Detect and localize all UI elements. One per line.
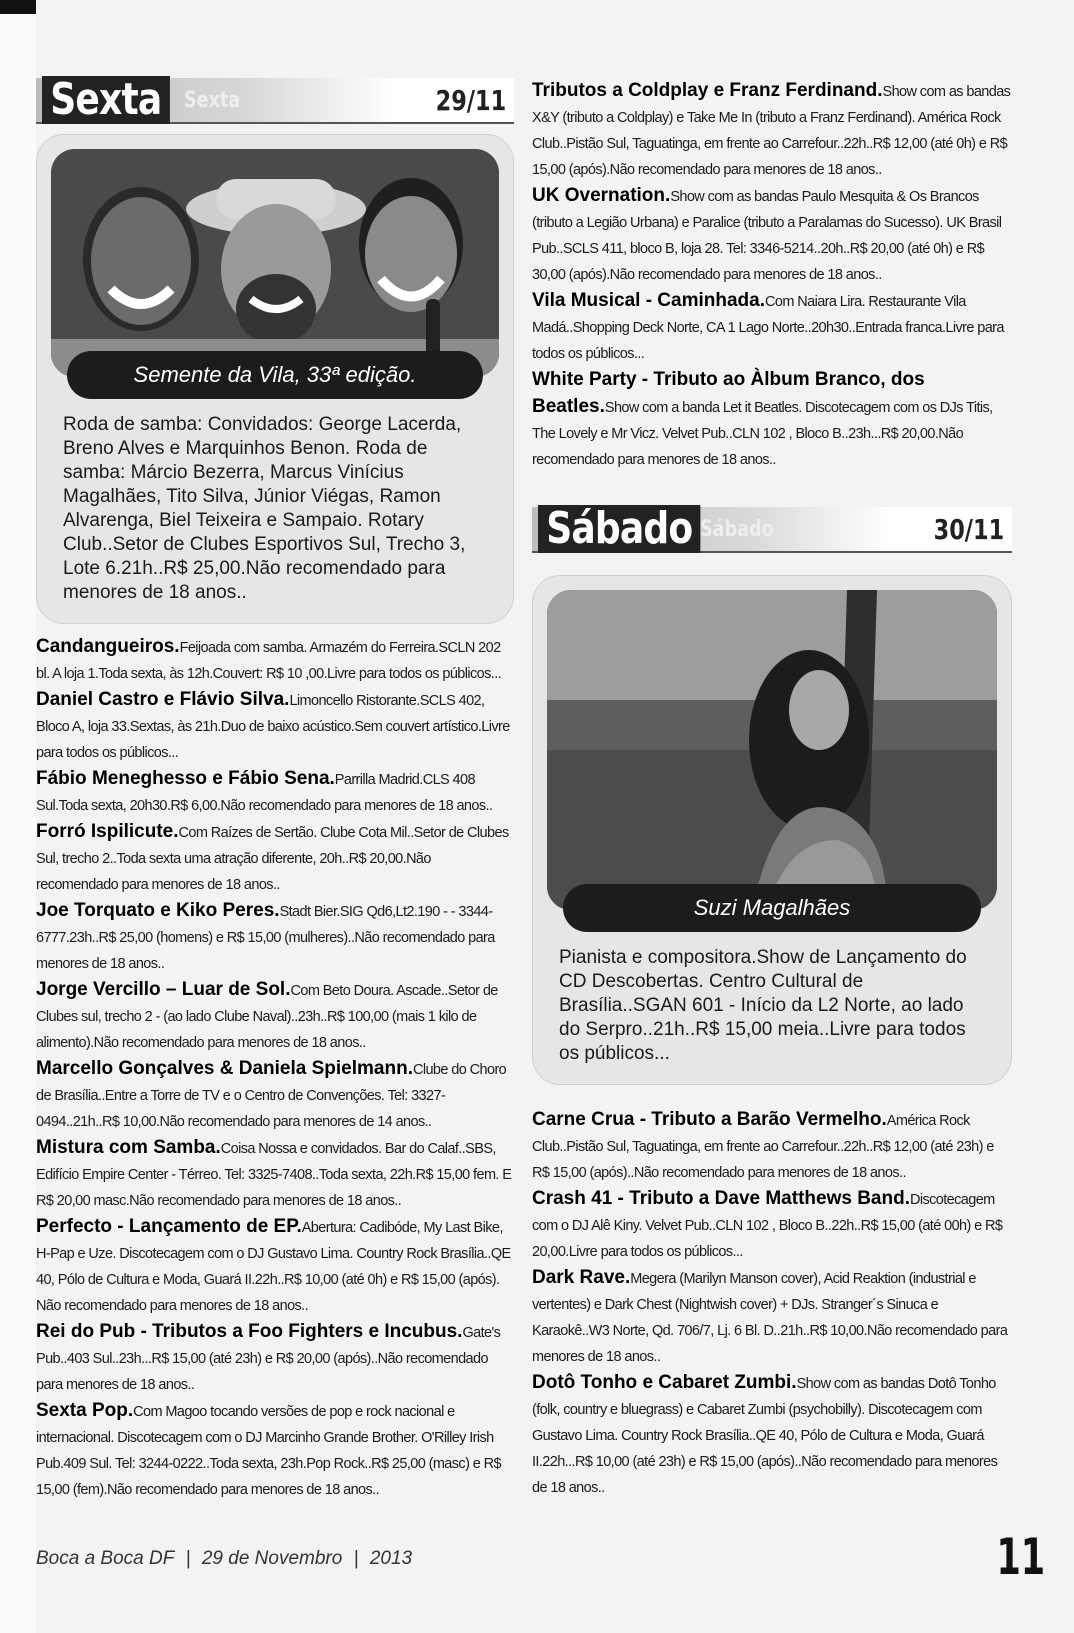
- scan-mark: [0, 0, 36, 14]
- list-item: Perfecto - Lançamento de EP.Abertura: Cadibóde, My Last Bike, H-Pap e Uze. Discotecagem com o DJ Gustavo Lima. Country Rock Brasília..QE 40, Pólo de Cultura e Moda, Guará II.22h..R$ 10,00 (até 0h) e R$ 15,00 (após). Não recomendado para menores de 18 anos..: [36, 1216, 511, 1314]
- list-item: Crash 41 - Tributo a Dave Matthews Band.Discotecagem com o DJ Alê Kiny. Velvet Pub..CLN 102 , Bloco B..22h..R$ 15,00 (até 00h) e R$ 20,00.Livre para todos os públicos...: [532, 1188, 1003, 1260]
- feature-photo: [547, 590, 997, 910]
- day-subtitle: Sexta: [184, 88, 241, 113]
- issue-date: 29 de Novembro: [201, 1548, 343, 1569]
- list-item: UK Overnation.Show com as bandas Paulo Mesquita & Os Brancos (tributo a Legião Urbana) e Paralice (tributo a Paralamas do Sucesso). UK Brasil Pub..SCLS 411, bloco B, loja 28. Tel: 3346-5214..20h..R$ 20,00 (até 0h) e R$ 30,00 (após).Não recomendado para menores de 18 anos..: [532, 185, 1002, 283]
- list-item: Jorge Vercillo – Luar de Sol.Com Beto Doura. Ascade..Setor de Clubes sul, trecho 2 - (ao lado Clube Naval)..23h..R$ 100,00 (mais 1 kilo de alimento).Não recomendado para menores de 18 anos..: [36, 979, 498, 1051]
- page-number: 11: [996, 1528, 1046, 1586]
- list-item: Tributos a Coldplay e Franz Ferdinand.Show com as bandas X&Y (tributo a Coldplay) e Take Me In (tributo a Franz Ferdinand). América Rock Club..Pistão Sul, Taguatinga, em frente ao Carrefour..22h..R$ 12,00 (até 0h) e R$ 15,00 (após).Não recomendado para menores de 18 anos..: [532, 80, 1011, 178]
- day-title: Sexta: [42, 76, 170, 124]
- day-subtitle: Sábado: [700, 517, 774, 542]
- list-item: Fábio Meneghesso e Fábio Sena.Parrilla Madrid.CLS 408 Sul.Toda sexta, 20h30.R$ 6,00.Não recomendado para menores de 18 anos..: [36, 768, 493, 814]
- footer-separator: |: [185, 1548, 191, 1569]
- list-item: White Party - Tributo ao Àlbum Branco, dos Beatles.Show com a banda Let it Beatles. Discotecagem com os DJs Titis, The Lovely e Mr Vicz. Velvet Pub..CLN 102 , Bloco B..23h...R$ 20,00.Não recomendado para menores de 18 anos..: [532, 369, 993, 468]
- list-item: Sexta Pop.Com Magoo tocando versões de pop e rock nacional e internacional. Discotecagem com o DJ Marcinho Grande Brother. O'Rilley Irish Pub.409 Sul. Tel: 3244-0222..Toda sexta, 23h.Pop Rock..R$ 25,00 (masc) e R$ 15,00 (fem).Não recomendado para menores de 18 anos..: [36, 1400, 501, 1498]
- list-item: Joe Torquato e Kiko Peres.Stadt Bier.SIG Qd6,Lt2.190 - - 3344-6777.23h..R$ 25,00 (homens) e R$ 15,00 (mulheres)..Não recomendado para menores de 18 anos..: [36, 900, 495, 972]
- feature-text: Roda de samba: Convidados: George Lacerda, Breno Alves e Marquinhos Benon. Roda de samba: Márcio Bezerra, Marcus Vinícius Magalhães, Tito Silva, Júnior Viégas, Ramon Alvarenga, Biel Teixeira e Sampaio. Rotary Club..Setor de Clubes Esportivos Sul, Trecho 3, Lote 6.21h..R$ 25,00.Não recomendado para menores de 18 anos..: [63, 414, 466, 603]
- feature-text: Pianista e compositora.Show de Lançamento do CD Descobertas. Centro Cultural de Brasília..SGAN 601 - Início da L2 Norte, ao lado do Serpro..21h..R$ 15,00 meia..Livre para todos os públicos...: [559, 947, 967, 1064]
- listing-friday: [36, 634, 514, 1503]
- list-item: Carne Crua - Tributo a Barão Vermelho.América Rock Club..Pistão Sul, Taguatinga, em frente ao Carrefour..22h..R$ 12,00 (até 23h) e R$ 15,00 (após)..Não recomendado para menores de 18 anos..: [532, 1109, 994, 1181]
- listing-saturday: [532, 1107, 1012, 1501]
- day-header-friday: [36, 74, 514, 125]
- portrait-photo: [547, 590, 997, 910]
- issue-year: 2013: [369, 1548, 413, 1569]
- day-date: 29/11: [435, 84, 506, 117]
- feature-box: [532, 575, 1012, 1085]
- feature-photo: [51, 149, 499, 377]
- day-title: Sábado: [538, 505, 701, 553]
- list-item: Mistura com Samba.Coisa Nossa e convidados. Bar do Calaf..SBS, Edifício Empire Center - Térreo. Tel: 3325-7408..Toda sexta, 22h.R$ 15,00 fem. E R$ 20,00 masc.Não recomendado para menores de 18 anos..: [36, 1137, 512, 1209]
- column-right: [532, 78, 1012, 1501]
- feature-caption: Suzi Magalhães: [563, 884, 981, 932]
- list-item: Vila Musical - Caminhada.Com Naiara Lira. Restaurante Vila Madá..Shopping Deck Norte, CA 1 Lago Norte..20h30..Entrada franca.Livre para todos os públicos...: [532, 290, 1004, 362]
- list-item: Marcello Gonçalves & Daniela Spielmann.Clube do Choro de Brasília..Entre a Torre de TV e o Centro de Convenções. Tel: 3327-0494..21h..R$ 10,00.Não recomendado para menores de 14 anos..: [36, 1058, 507, 1130]
- list-item: Forró Ispilicute.Com Raízes de Sertão. Clube Cota Mil..Setor de Clubes Sul, trecho 2..Toda sexta uma atração diferente, 20h..R$ 20,00.Não recomendado para menores de 18 anos..: [36, 821, 509, 893]
- publication-name: Boca a Boca DF: [36, 1548, 175, 1569]
- list-item: Candangueiros.Feijoada com samba. Armazém do Ferreira.SCLN 202 bl. A loja 1.Toda sexta, às 12h.Couvert: R$ 10 ,00.Livre para todos os públicos...: [36, 636, 502, 682]
- day-header-saturday: [532, 503, 1012, 554]
- feature-caption: Semente da Vila, 33ª edição.: [67, 351, 483, 399]
- listing-friday-continued: [532, 78, 1012, 473]
- column-left: [36, 74, 514, 1503]
- list-item: Dotô Tonho e Cabaret Zumbi.Show com as bandas Dotô Tonho (folk, country e bluegrass) e Cabaret Zumbi (psychobilly). Discotecagem com Gustavo Lima. Country Rock Brasília..QE 40, Pólo de Cultura e Moda, Guará II.22h...R$ 10,00 (até 23h) e R$ 15,00 (após)..Não recomendado para menores de 18 anos..: [532, 1372, 998, 1496]
- list-item: Daniel Castro e Flávio Silva.Limoncello Ristorante.SCLS 402, Bloco A, loja 33.Sextas, às 21h.Duo de baixo acústico.Sem couvert artístico.Livre para todos os públicos...: [36, 689, 510, 761]
- footer-separator: |: [353, 1548, 359, 1569]
- caricature-illustration: [51, 149, 499, 377]
- list-item: Dark Rave.Megera (Marilyn Manson cover), Acid Reaktion (industrial e vertentes) e Dark Chest (Nightwish cover) + DJs. Stranger´s Sinuca e Karaokê..W3 Norte, Qd. 706/7, Lj. 6 Bl. D..21h..R$ 10,00.Não recomendado para menores de 18 anos..: [532, 1267, 1008, 1365]
- page-footer: [36, 1548, 418, 1570]
- scan-edge: [0, 0, 36, 1633]
- day-date: 30/11: [933, 513, 1004, 546]
- list-item: Rei do Pub - Tributos a Foo Fighters e Incubus.Gate's Pub..403 Sul..23h...R$ 15,00 (até 23h) e R$ 20,00 (após)..Não recomendado para menores de 18 anos..: [36, 1321, 501, 1393]
- feature-box: [36, 134, 514, 624]
